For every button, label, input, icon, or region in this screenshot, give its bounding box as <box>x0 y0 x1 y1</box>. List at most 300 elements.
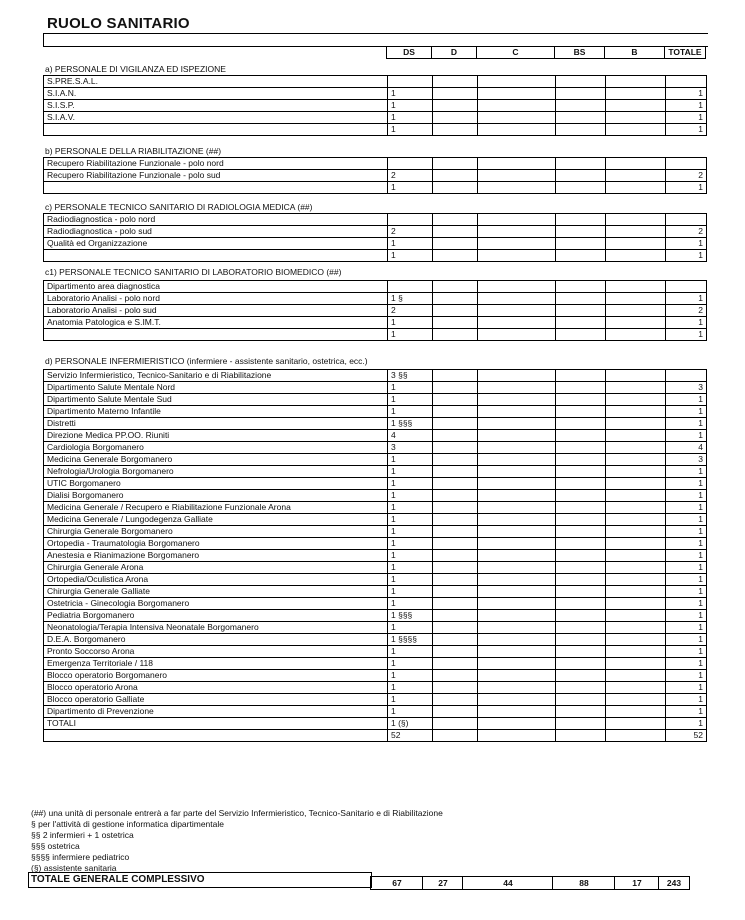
cell-b <box>606 478 666 490</box>
cell-b <box>606 502 666 514</box>
cell-c <box>478 214 556 226</box>
cell-ds: 1 <box>388 317 433 329</box>
cell-c <box>478 562 556 574</box>
cell-bs <box>556 88 606 100</box>
cell-totale: 1 <box>666 646 707 658</box>
cell-totale: 1 <box>666 634 707 646</box>
cell-b <box>606 646 666 658</box>
table-row <box>44 170 707 182</box>
row-label: Blocco operatorio Arona <box>44 682 388 694</box>
cell-bs <box>556 238 606 250</box>
cell-b <box>606 658 666 670</box>
table-row <box>44 682 707 694</box>
cell-c <box>478 526 556 538</box>
cell-bs <box>556 622 606 634</box>
cell-ds: 1 <box>388 586 433 598</box>
cell-b <box>606 281 666 293</box>
cell-ds: 1 <box>388 670 433 682</box>
cell-b <box>606 622 666 634</box>
cell-ds: 1 <box>388 514 433 526</box>
cell-ds: 1 <box>388 88 433 100</box>
section-title: b) PERSONALE DELLA RIABILITAZIONE (##) <box>45 146 222 156</box>
cell-totale: 1 <box>666 658 707 670</box>
section-title: c) PERSONALE TECNICO SANITARIO DI RADIOLOGIA MEDICA (##) <box>45 202 313 212</box>
cell-d <box>433 658 478 670</box>
column-header-c: C <box>477 47 555 59</box>
cell-ds: 1 <box>388 646 433 658</box>
row-label: Neonatologia/Terapia Intensiva Neonatale Borgomanero <box>44 622 388 634</box>
cell-ds: 2 <box>388 170 433 182</box>
row-label: Dipartimento Salute Mentale Sud <box>44 394 388 406</box>
grand-total-c: 44 <box>462 876 553 890</box>
row-label: Anatomia Patologica e S.IM.T. <box>44 317 388 329</box>
cell-bs <box>556 370 606 382</box>
cell-c <box>478 281 556 293</box>
cell-ds: 1 <box>388 658 433 670</box>
cell-totale: 1 <box>666 490 707 502</box>
cell-bs <box>556 281 606 293</box>
row-label: Laboratorio Analisi - polo sud <box>44 305 388 317</box>
cell-bs <box>556 100 606 112</box>
table-row <box>44 526 707 538</box>
cell-c <box>478 250 556 262</box>
cell-bs <box>556 329 606 341</box>
cell-b <box>606 88 666 100</box>
cell-b <box>606 538 666 550</box>
cell-bs <box>556 418 606 430</box>
table-row <box>44 158 707 170</box>
cell-b <box>606 76 666 88</box>
cell-totale: 1 <box>666 502 707 514</box>
cell-b <box>606 694 666 706</box>
cell-c <box>478 730 556 742</box>
column-header-row <box>43 47 706 59</box>
grand-total-d: 27 <box>422 876 463 890</box>
cell-b <box>606 718 666 730</box>
footnote: §§§ ostetrica <box>31 841 80 851</box>
cell-d <box>433 382 478 394</box>
row-label <box>44 124 388 136</box>
cell-ds: 1 <box>388 694 433 706</box>
cell-ds: 2 <box>388 226 433 238</box>
row-label: S.I.A.V. <box>44 112 388 124</box>
cell-b <box>606 490 666 502</box>
cell-d <box>433 574 478 586</box>
cell-b <box>606 158 666 170</box>
cell-b <box>606 394 666 406</box>
cell-c <box>478 226 556 238</box>
cell-b <box>606 214 666 226</box>
cell-totale: 1 <box>666 394 707 406</box>
cell-c <box>478 394 556 406</box>
cell-ds: 1 <box>388 382 433 394</box>
row-label: Anestesia e Rianimazione Borgomanero <box>44 550 388 562</box>
cell-b <box>606 370 666 382</box>
cell-totale: 1 <box>666 622 707 634</box>
row-label: Dialisi Borgomanero <box>44 490 388 502</box>
table-row <box>44 658 707 670</box>
row-label: Servizio Infermieristico, Tecnico-Sanitario e di Riabilitazione <box>44 370 388 382</box>
cell-d <box>433 88 478 100</box>
cell-d <box>433 182 478 194</box>
cell-d <box>433 158 478 170</box>
row-label: Radiodiagnostica - polo nord <box>44 214 388 226</box>
cell-totale: 1 <box>666 682 707 694</box>
row-label: S.I.S.P. <box>44 100 388 112</box>
cell-c <box>478 88 556 100</box>
cell-bs <box>556 76 606 88</box>
cell-bs <box>556 394 606 406</box>
table-row <box>44 646 707 658</box>
cell-bs <box>556 293 606 305</box>
cell-bs <box>556 317 606 329</box>
cell-bs <box>556 598 606 610</box>
cell-c <box>478 490 556 502</box>
cell-d <box>433 694 478 706</box>
cell-bs <box>556 124 606 136</box>
cell-b <box>606 598 666 610</box>
title-bar-box <box>43 33 708 47</box>
cell-totale <box>666 214 707 226</box>
row-label: Blocco operatorio Galliate <box>44 694 388 706</box>
cell-ds: 1 <box>388 329 433 341</box>
cell-b <box>606 317 666 329</box>
cell-c <box>478 170 556 182</box>
cell-c <box>478 538 556 550</box>
table-row <box>44 418 707 430</box>
cell-d <box>433 112 478 124</box>
row-label: Dipartimento Materno Infantile <box>44 406 388 418</box>
table-row <box>44 305 707 317</box>
row-label: Medicina Generale / Recupero e Riabilitazione Funzionale Arona <box>44 502 388 514</box>
cell-d <box>433 514 478 526</box>
cell-c <box>478 76 556 88</box>
cell-d <box>433 226 478 238</box>
cell-b <box>606 112 666 124</box>
cell-totale: 1 <box>666 610 707 622</box>
table-row <box>44 586 707 598</box>
cell-c <box>478 574 556 586</box>
cell-b <box>606 182 666 194</box>
cell-c <box>478 502 556 514</box>
table-row <box>44 430 707 442</box>
cell-ds: 1 (§) <box>388 718 433 730</box>
cell-ds: 3 §§ <box>388 370 433 382</box>
cell-b <box>606 170 666 182</box>
table-row <box>44 88 707 100</box>
cell-b <box>606 670 666 682</box>
cell-d <box>433 466 478 478</box>
cell-d <box>433 646 478 658</box>
cell-totale: 1 <box>666 182 707 194</box>
cell-totale: 1 <box>666 562 707 574</box>
table-row <box>44 514 707 526</box>
cell-bs <box>556 478 606 490</box>
row-label: Dipartimento di Prevenzione <box>44 706 388 718</box>
cell-ds: 1 <box>388 182 433 194</box>
table-row <box>44 281 707 293</box>
section-table <box>43 213 707 262</box>
cell-totale: 1 <box>666 694 707 706</box>
table-row <box>44 370 707 382</box>
table-row <box>44 317 707 329</box>
cell-bs <box>556 454 606 466</box>
cell-b <box>606 454 666 466</box>
cell-ds: 2 <box>388 305 433 317</box>
row-label: Recupero Riabilitazione Funzionale - polo sud <box>44 170 388 182</box>
table-row <box>44 394 707 406</box>
cell-ds: 1 §§§§ <box>388 634 433 646</box>
cell-totale: 1 <box>666 100 707 112</box>
section-title: d) PERSONALE INFERMIERISTICO (infermiere - assistente sanitario, ostetrica, ecc.) <box>45 356 368 366</box>
cell-totale: 1 <box>666 598 707 610</box>
section-table <box>43 157 707 194</box>
cell-ds: 1 <box>388 100 433 112</box>
row-label: Qualità ed Organizzazione <box>44 238 388 250</box>
cell-ds: 1 <box>388 562 433 574</box>
cell-totale: 1 <box>666 250 707 262</box>
cell-d <box>433 610 478 622</box>
cell-bs <box>556 502 606 514</box>
cell-d <box>433 394 478 406</box>
row-label: Laboratorio Analisi - polo nord <box>44 293 388 305</box>
row-label: S.I.A.N. <box>44 88 388 100</box>
cell-totale: 4 <box>666 442 707 454</box>
cell-b <box>606 305 666 317</box>
cell-totale: 1 <box>666 538 707 550</box>
cell-ds: 1 <box>388 394 433 406</box>
cell-d <box>433 281 478 293</box>
cell-c <box>478 382 556 394</box>
cell-bs <box>556 706 606 718</box>
column-header-d: D <box>432 47 477 59</box>
table-row <box>44 694 707 706</box>
cell-d <box>433 214 478 226</box>
cell-b <box>606 682 666 694</box>
cell-totale: 1 <box>666 586 707 598</box>
cell-d <box>433 293 478 305</box>
cell-bs <box>556 226 606 238</box>
cell-d <box>433 238 478 250</box>
cell-bs <box>556 526 606 538</box>
cell-b <box>606 562 666 574</box>
cell-ds: 1 <box>388 124 433 136</box>
cell-bs <box>556 250 606 262</box>
cell-b <box>606 430 666 442</box>
cell-totale: 52 <box>666 730 707 742</box>
row-label: Ortopedia/Oculistica Arona <box>44 574 388 586</box>
cell-d <box>433 622 478 634</box>
cell-bs <box>556 658 606 670</box>
cell-c <box>478 550 556 562</box>
cell-d <box>433 418 478 430</box>
table-row <box>44 226 707 238</box>
cell-bs <box>556 442 606 454</box>
row-label <box>44 250 388 262</box>
cell-totale <box>666 158 707 170</box>
row-label: Radiodiagnostica - polo sud <box>44 226 388 238</box>
cell-totale: 2 <box>666 170 707 182</box>
cell-d <box>433 586 478 598</box>
footnote: (§) assistente sanitaria <box>31 863 117 873</box>
table-row <box>44 550 707 562</box>
table-row <box>44 466 707 478</box>
cell-totale: 1 <box>666 526 707 538</box>
cell-ds: 1 <box>388 550 433 562</box>
cell-ds: 1 <box>388 574 433 586</box>
cell-b <box>606 730 666 742</box>
cell-bs <box>556 694 606 706</box>
table-row <box>44 538 707 550</box>
cell-c <box>478 124 556 136</box>
cell-ds: 1 <box>388 706 433 718</box>
footnote: § per l'attività di gestione informatica dipartimentale <box>31 819 224 829</box>
cell-d <box>433 706 478 718</box>
table-row <box>44 238 707 250</box>
cell-b <box>606 442 666 454</box>
row-label: S.PRE.S.A.L. <box>44 76 388 88</box>
cell-bs <box>556 514 606 526</box>
cell-bs <box>556 610 606 622</box>
cell-c <box>478 586 556 598</box>
cell-b <box>606 514 666 526</box>
cell-ds: 1 <box>388 538 433 550</box>
row-label: Chirurgia Generale Galliate <box>44 586 388 598</box>
table-row <box>44 329 707 341</box>
table-row <box>44 250 707 262</box>
cell-d <box>433 329 478 341</box>
row-label: UTIC Borgomanero <box>44 478 388 490</box>
cell-c <box>478 238 556 250</box>
cell-d <box>433 730 478 742</box>
cell-b <box>606 382 666 394</box>
cell-c <box>478 442 556 454</box>
cell-c <box>478 706 556 718</box>
row-label: TOTALI <box>44 718 388 730</box>
cell-bs <box>556 586 606 598</box>
cell-ds: 1 <box>388 490 433 502</box>
cell-d <box>433 502 478 514</box>
cell-c <box>478 112 556 124</box>
grand-total-tot: 243 <box>658 876 690 890</box>
row-label: Ortopedia - Traumatologia Borgomanero <box>44 538 388 550</box>
cell-ds <box>388 76 433 88</box>
cell-ds: 1 <box>388 622 433 634</box>
cell-c <box>478 610 556 622</box>
cell-c <box>478 670 556 682</box>
cell-bs <box>556 112 606 124</box>
cell-bs <box>556 490 606 502</box>
cell-ds: 1 <box>388 112 433 124</box>
cell-totale: 1 <box>666 574 707 586</box>
cell-d <box>433 100 478 112</box>
cell-c <box>478 454 556 466</box>
table-row <box>44 490 707 502</box>
cell-d <box>433 490 478 502</box>
cell-bs <box>556 646 606 658</box>
row-label: Chirurgia Generale Borgomanero <box>44 526 388 538</box>
cell-bs <box>556 634 606 646</box>
cell-c <box>478 158 556 170</box>
table-row <box>44 100 707 112</box>
row-label: Pronto Soccorso Arona <box>44 646 388 658</box>
cell-totale: 1 <box>666 317 707 329</box>
cell-c <box>478 430 556 442</box>
cell-bs <box>556 550 606 562</box>
table-row <box>44 478 707 490</box>
footnote: §§§§ infermiere pediatrico <box>31 852 130 862</box>
cell-d <box>433 317 478 329</box>
cell-c <box>478 658 556 670</box>
cell-d <box>433 526 478 538</box>
cell-totale: 1 <box>666 293 707 305</box>
grand-total-b: 17 <box>614 876 659 890</box>
row-label: Pediatria Borgomanero <box>44 610 388 622</box>
cell-totale: 3 <box>666 382 707 394</box>
cell-ds: 1 §§§ <box>388 610 433 622</box>
table-row <box>44 718 707 730</box>
section-table <box>43 280 707 341</box>
table-row <box>44 124 707 136</box>
cell-b <box>606 406 666 418</box>
footnote: (##) una unità di personale entrerà a far parte del Servizio Infermieristico, Tecnico-Sanitario e di Riabilitazione <box>31 808 443 818</box>
cell-bs <box>556 182 606 194</box>
cell-b <box>606 100 666 112</box>
cell-bs <box>556 538 606 550</box>
table-row <box>44 598 707 610</box>
cell-ds: 1 <box>388 250 433 262</box>
table-row <box>44 502 707 514</box>
table-row <box>44 574 707 586</box>
row-label: Emergenza Territoriale / 118 <box>44 658 388 670</box>
cell-c <box>478 329 556 341</box>
cell-c <box>478 718 556 730</box>
section-title: c1) PERSONALE TECNICO SANITARIO DI LABORATORIO BIOMEDICO (##) <box>45 267 342 277</box>
cell-d <box>433 682 478 694</box>
cell-d <box>433 76 478 88</box>
cell-b <box>606 293 666 305</box>
cell-bs <box>556 466 606 478</box>
cell-d <box>433 562 478 574</box>
cell-d <box>433 538 478 550</box>
cell-ds: 1 <box>388 466 433 478</box>
cell-b <box>606 706 666 718</box>
cell-bs <box>556 214 606 226</box>
cell-c <box>478 478 556 490</box>
row-label: Dipartimento Salute Mentale Nord <box>44 382 388 394</box>
cell-d <box>433 124 478 136</box>
table-row <box>44 112 707 124</box>
row-label <box>44 730 388 742</box>
cell-d <box>433 454 478 466</box>
row-label: Blocco operatorio Borgomanero <box>44 670 388 682</box>
cell-b <box>606 329 666 341</box>
column-header-totale: TOTALE <box>665 47 706 59</box>
cell-totale: 1 <box>666 124 707 136</box>
cell-ds: 1 <box>388 682 433 694</box>
cell-b <box>606 586 666 598</box>
cell-c <box>478 406 556 418</box>
table-row <box>44 382 707 394</box>
table-row <box>44 182 707 194</box>
section-table <box>43 75 707 136</box>
grand-total-bs: 88 <box>552 876 615 890</box>
cell-bs <box>556 574 606 586</box>
cell-totale: 1 <box>666 418 707 430</box>
cell-totale: 1 <box>666 478 707 490</box>
cell-totale: 1 <box>666 88 707 100</box>
cell-totale: 1 <box>666 718 707 730</box>
